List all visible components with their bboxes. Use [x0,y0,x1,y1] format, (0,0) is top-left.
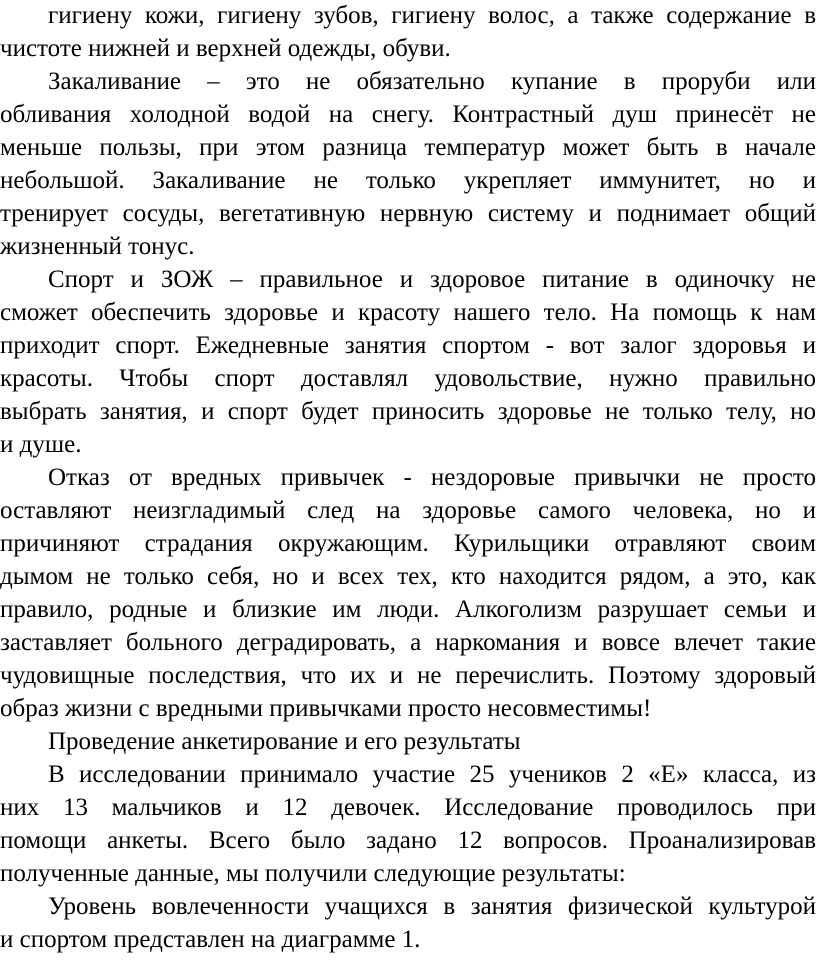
text-line: них 13 мальчиков и 12 девочек. Исследование проводилось при [0,794,816,821]
text-line: Отказ от вредных привычек - нездоровые привычки не просто [48,464,816,491]
text-line: Закаливание – это не обязательно купание в проруби или [48,68,816,95]
text-line: приходит спорт. Ежедневные занятия спортом - вот залог здоровья и [0,332,816,359]
text-line: помощи анкеты. Всего было задано 12 вопросов. Проанализировав [0,827,816,854]
text-line: дымом не только себя, но и всех тех, кто находится рядом, а это, как [0,563,816,590]
text-line: Спорт и ЗОЖ – правильное и здоровое питание в одиночку не [48,266,816,293]
text-line: заставляет больного деградировать, а наркомания и вовсе влечет такие [0,629,816,656]
text-line: гигиену кожи, гигиену зубов, гигиену волос, а также содержание в [48,2,816,29]
text-line: сможет обеспечить здоровье и красоту нашего тело. На помощь к нам [0,299,816,326]
text-line: правило, родные и близкие им люди. Алкоголизм разрушает семьи и [0,596,816,623]
text-line: выбрать занятия, и спорт будет приносить здоровье не только телу, но [0,398,816,425]
text-line: меньше пользы, при этом разница температур может быть в начале [0,134,816,161]
text-line: чистоте нижней и верхней одежды, обуви. [0,35,451,62]
text-line: красоты. Чтобы спорт доставлял удовольствие, нужно правильно [0,365,816,392]
text-line: жизненный тонус. [0,233,195,260]
text-line: В исследовании принимало участие 25 учеников 2 «Е» класса, из [48,761,816,788]
text-line: Уровень вовлеченности учащихся в занятия физической культурой [48,893,816,920]
text-line: и душе. [0,431,82,458]
text-line: обливания холодной водой на снегу. Контрастный душ принесёт не [0,101,816,128]
text-line: оставляют неизгладимый след на здоровье самого человека, но и [0,497,816,524]
text-line: причиняют страдания окружающим. Курильщики отравляют своим [0,530,816,557]
text-line: образ жизни с вредными привычками просто несовместимы! [0,695,652,722]
text-line: чудовищные последствия, что их и не перечислить. Поэтому здоровый [0,662,816,689]
text-line: небольшой. Закаливание не только укрепляет иммунитет, но и [0,167,816,194]
text-line: полученные данные, мы получили следующие результаты: [0,860,626,887]
text-line: тренирует сосуды, вегетативную нервную систему и поднимает общий [0,200,816,227]
text-line: и спортом представлен на диаграмме 1. [0,926,421,953]
section-heading: Проведение анкетирование и его результаты [48,728,521,755]
